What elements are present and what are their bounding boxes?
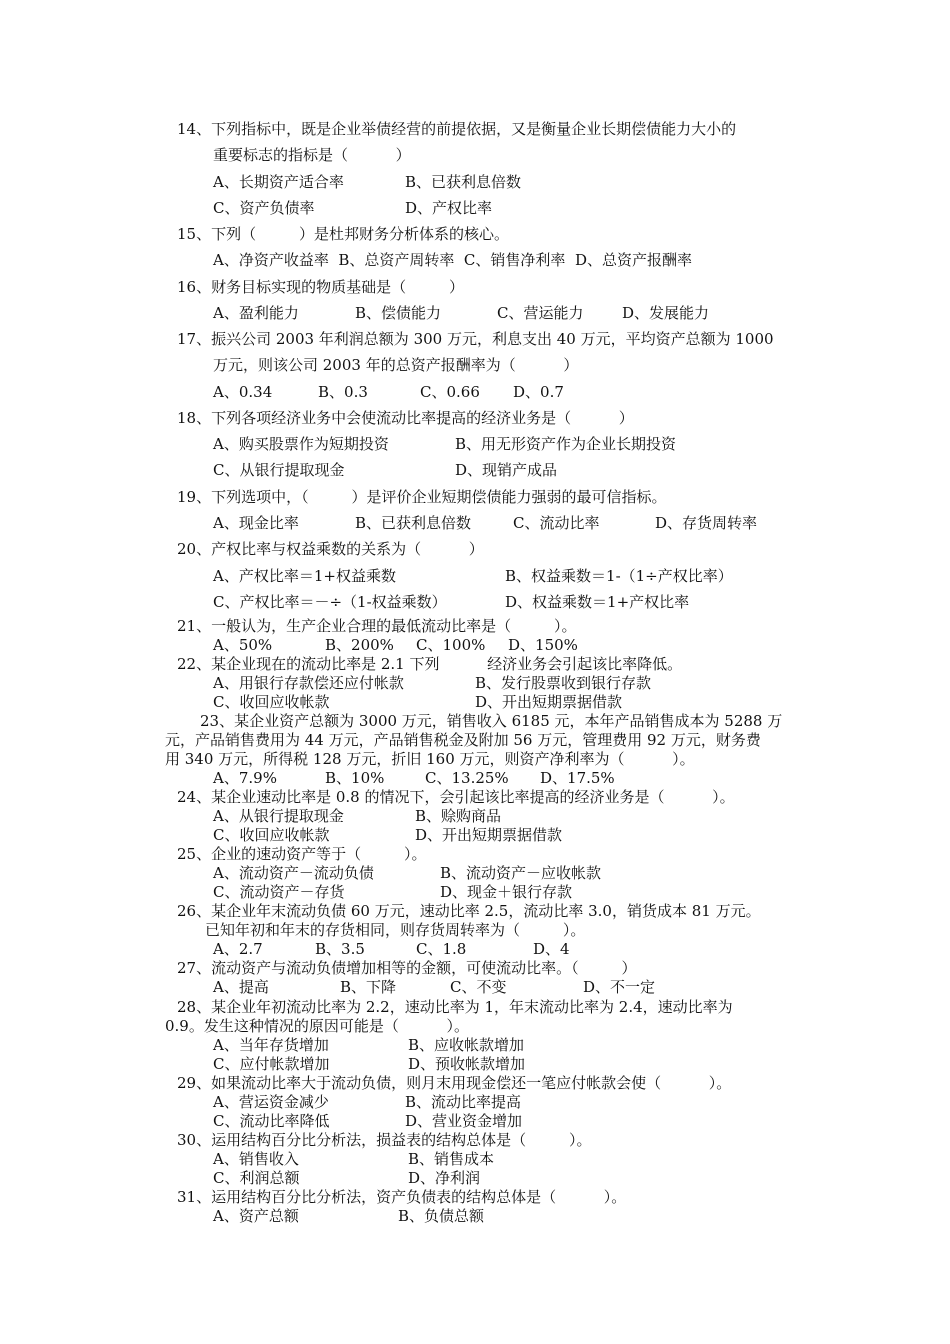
text-line: 24、某企业速动比率是 0.8 的情况下，会引起该比率提高的经济业务是（ ）。	[177, 788, 735, 806]
text-line: D、17.5%	[540, 769, 615, 787]
text-line: 23、某企业资产总额为 3000 万元，销售收入 6185 元，本年产品销售成本为 5288 万	[200, 712, 783, 730]
text-line: A、销售收入	[213, 1150, 299, 1168]
text-line: B、下降	[340, 978, 397, 996]
text-line: 21、一般认为，生产企业合理的最低流动比率是（ ）。	[177, 617, 577, 635]
text-line: D、开出短期票据借款	[475, 693, 623, 711]
text-line: D、不一定	[583, 978, 656, 996]
text-line: D、预收帐款增加	[408, 1055, 526, 1073]
text-line: 31、运用结构百分比分析法，资产负债表的结构总体是（ ）。	[177, 1188, 627, 1206]
text-line: C、资产负债率	[213, 199, 315, 217]
text-line: 16、财务目标实现的物质基础是（ ）	[177, 278, 465, 296]
text-line: B、3.5	[315, 940, 365, 958]
text-line: D、150%	[508, 636, 578, 654]
text-line: 元，产品销售费用为 44 万元，产品销售税金及附加 56 万元，管理费用 92 万元，财务费	[165, 731, 761, 749]
text-line: B、用无形资产作为企业长期投资	[455, 435, 677, 453]
text-line: B、流动比率提高	[405, 1093, 522, 1111]
text-line: 15、下列（ ）是杜邦财务分析体系的核心。	[177, 225, 510, 243]
text-line: D、现销产成品	[455, 461, 558, 479]
text-line: A、营运资金减少	[213, 1093, 329, 1111]
text-line: 22、某企业现在的流动比率是 2.1 下列 经济业务会引起该比率降低。	[177, 655, 683, 673]
text-line: 14、下列指标中，既是企业举债经营的前提依据，又是衡量企业长期偿债能力大小的	[177, 120, 737, 138]
text-line: 0.9。发生这种情况的原因可能是（ ）。	[165, 1017, 470, 1035]
text-line: B、200%	[325, 636, 394, 654]
text-line: C、1.8	[416, 940, 467, 958]
text-line: C、利润总额	[213, 1169, 300, 1187]
text-line: C、0.66	[420, 383, 480, 401]
text-line: C、应付帐款增加	[213, 1055, 330, 1073]
text-line: A、当年存货增加	[213, 1036, 329, 1054]
text-line: 27、流动资产与流动负债增加相等的金额，可使流动比率。（ ）	[177, 959, 637, 977]
text-line: 17、振兴公司 2003 年利润总额为 300 万元，利息支出 40 万元，平均资产总额为 1000	[177, 330, 774, 348]
text-line: A、长期资产适合率	[213, 173, 344, 191]
text-line: D、营业资金增加	[405, 1112, 523, 1130]
text-line: A、净资产收益率 B、总资产周转率 C、销售净利率 D、总资产报酬率	[213, 251, 692, 269]
text-line: A、流动资产－流动负债	[213, 864, 374, 882]
text-line: 19、下列选项中，（ ）是评价企业短期偿债能力强弱的最可信指标。	[177, 488, 667, 506]
text-line: A、资产总额	[213, 1207, 299, 1225]
text-line: B、权益乘数＝1-（1÷产权比率）	[505, 567, 733, 585]
text-line: 重要标志的指标是（ ）	[213, 146, 411, 164]
text-line: C、流动比率降低	[213, 1112, 330, 1130]
text-line: A、从银行提取现金	[213, 807, 344, 825]
text-line: B、0.3	[318, 383, 368, 401]
text-line: D、净利润	[408, 1169, 481, 1187]
text-line: D、0.7	[513, 383, 564, 401]
text-line: 用 340 万元，所得税 128 万元，折旧 160 万元，则资产净利率为（ ）。	[165, 750, 695, 768]
text-line: C、100%	[416, 636, 486, 654]
text-line: C、流动资产－存货	[213, 883, 345, 901]
text-line: A、现金比率	[213, 514, 299, 532]
text-line: 30、运用结构百分比分析法，损益表的结构总体是（ ）。	[177, 1131, 592, 1149]
text-line: 18、下列各项经济业务中会使流动比率提高的经济业务是（ ）	[177, 409, 634, 427]
text-line: C、产权比率＝－÷（1-权益乘数）	[213, 593, 447, 611]
text-line: C、不变	[450, 978, 507, 996]
text-line: D、权益乘数＝1+产权比率	[505, 593, 690, 611]
text-line: 26、某企业年末流动负债 60 万元，速动比率 2.5，流动比率 3.0，销货成本 81 万元。	[177, 902, 761, 920]
text-line: B、10%	[325, 769, 385, 787]
text-line: A、0.34	[213, 383, 273, 401]
text-line: A、2.7	[213, 940, 263, 958]
text-line: C、营运能力	[497, 304, 584, 322]
text-line: 已知年初和年末的存货相同，则存货周转率为（ ）。	[205, 921, 586, 939]
text-line: A、盈利能力	[213, 304, 299, 322]
text-line: C、13.25%	[425, 769, 509, 787]
text-line: 万元，则该公司 2003 年的总资产报酬率为（ ）	[213, 356, 579, 374]
text-line: C、流动比率	[513, 514, 600, 532]
text-line: B、负债总额	[398, 1207, 485, 1225]
text-line: A、7.9%	[213, 769, 277, 787]
text-line: B、已获利息倍数	[355, 514, 472, 532]
text-line: 25、企业的速动资产等于（ ）。	[177, 845, 427, 863]
text-line: A、用银行存款偿还应付帐款	[213, 674, 404, 692]
text-line: C、从银行提取现金	[213, 461, 345, 479]
text-line: D、现金＋银行存款	[440, 883, 573, 901]
text-line: A、购买股票作为短期投资	[213, 435, 389, 453]
text-line: A、提高	[213, 978, 269, 996]
text-line: A、50%	[213, 636, 273, 654]
text-line: B、流动资产－应收帐款	[440, 864, 602, 882]
text-line: D、开出短期票据借款	[415, 826, 563, 844]
text-line: B、发行股票收到银行存款	[475, 674, 652, 692]
text-line: 29、如果流动比率大于流动负债，则月末用现金偿还一笔应付帐款会使（ ）。	[177, 1074, 732, 1092]
text-line: 20、产权比率与权益乘数的关系为（ ）	[177, 540, 484, 558]
text-line: D、产权比率	[405, 199, 493, 217]
text-line: B、应收帐款增加	[408, 1036, 525, 1054]
text-line: D、4	[533, 940, 570, 958]
text-line: 28、某企业年初流动比率为 2.2，速动比率为 1，年末流动比率为 2.4，速动比率为	[177, 998, 733, 1016]
text-line: C、收回应收帐款	[213, 826, 330, 844]
text-line: B、偿债能力	[355, 304, 442, 322]
text-line: B、已获利息倍数	[405, 173, 522, 191]
text-line: C、收回应收帐款	[213, 693, 330, 711]
text-line: D、存货周转率	[655, 514, 758, 532]
text-line: A、产权比率＝1+权益乘数	[213, 567, 396, 585]
text-line: D、发展能力	[622, 304, 710, 322]
text-line: B、销售成本	[408, 1150, 495, 1168]
text-line: B、赊购商品	[415, 807, 502, 825]
